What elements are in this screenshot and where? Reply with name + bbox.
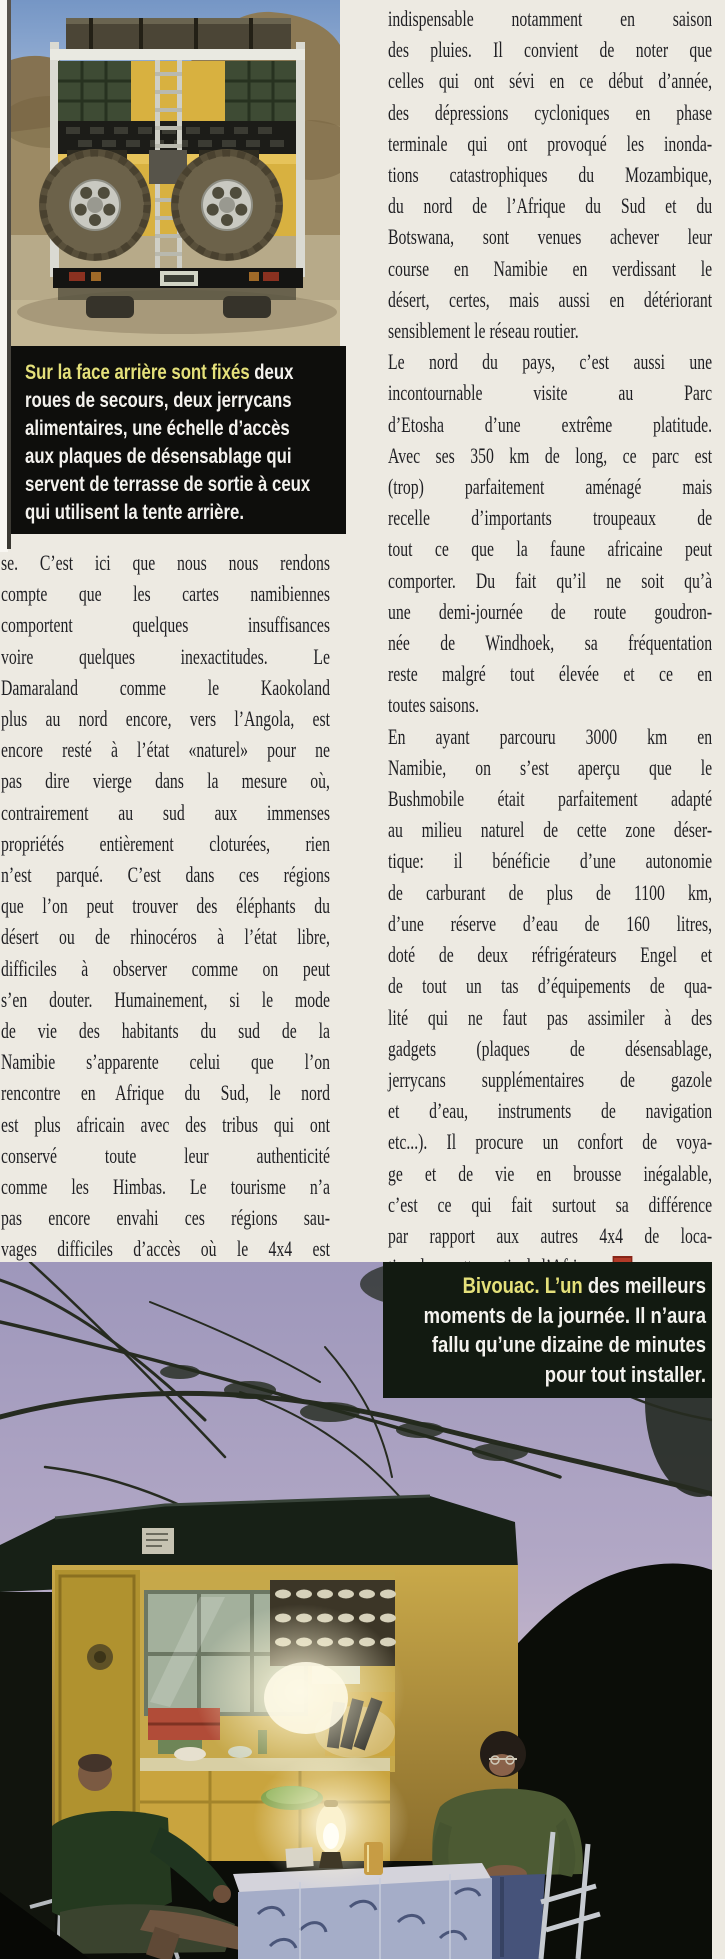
article-column-left [1, 547, 330, 1265]
article-text-line: née de Windhoek, sa fréquentation [388, 630, 713, 656]
article-text-line: propriétés entièrement cloturées, rien [1, 830, 330, 856]
caption-text: des meilleurs [587, 1273, 706, 1298]
article-text-line: du nord de l’Afrique du Sud et du [388, 193, 713, 219]
article-text-line: vages difficiles d’accès où le 4x4 est [1, 1236, 330, 1262]
article-text-line: compte que les cartes namibiennes [1, 581, 330, 607]
caption-highlight-text: Bivouac. L’un [462, 1273, 588, 1298]
article-text-line: Damaraland comme le Kaokoland [1, 674, 330, 700]
article-text-line: Bushmobile était parfaitement adapté [388, 786, 713, 812]
caption-line [378, 1330, 706, 1360]
article-text-line: tions catastrophiques du Mozambique, [388, 162, 713, 188]
article-text-line: s’en douter. Humainement, si le mode [1, 986, 330, 1012]
article-text-line: des pluies. Il convient de noter que [388, 37, 713, 63]
article-text-line: d’une réserve d’eau de 160 litres, [388, 910, 713, 936]
article-text-line: jerrycans supplémentaires de gazole [388, 1066, 713, 1092]
caption-text: roues de secours, deux jerrycans [25, 388, 292, 412]
caption-text: moments de la journée. Il n’aura [423, 1302, 706, 1328]
caption-line [25, 470, 337, 498]
caption-line [25, 442, 337, 470]
storage-box-left [58, 61, 131, 121]
article-text-line: tique: il bénéficie d’une autonomie [388, 848, 713, 874]
truck-rear-illustration [11, 0, 340, 346]
article-text-line: voire quelques inexactitudes. Le [1, 643, 330, 669]
article-text-line: Namibie, on s’est aperçu que le [388, 754, 713, 780]
article-text-line: sensiblement le réseau routier. [388, 318, 579, 344]
article-text-line: terminale qui ont provoqué les inonda- [388, 130, 713, 156]
article-text-line: ge et de vie en brousse inégalable, [388, 1160, 713, 1186]
caption-line [25, 386, 337, 414]
article-text-line: incontournable visite au Parc [388, 380, 713, 406]
storage-box-right [225, 61, 296, 121]
article-text-line: plus au nord encore, vers l’Angola, est [1, 706, 330, 732]
photo-caption-bottom [383, 1262, 712, 1398]
table-lantern [253, 1754, 409, 1890]
article-text-line: gadgets (plaques de désensablage, [388, 1035, 713, 1061]
photo-caption-top [11, 346, 346, 534]
article-text-line: comportent quelques insuffisances [1, 612, 330, 638]
article-text-line: des dépressions cycloniques en phase [388, 99, 713, 125]
article-text-line: comme les Himbas. Le tourisme n’a [1, 1174, 330, 1200]
article-text-line: rencontre en Afrique du Sud, le nord [1, 1080, 330, 1106]
spare-wheel-left [39, 149, 151, 261]
spare-wheel-right [171, 149, 283, 261]
caption-text: fallu qu’une dizaine de minutes [431, 1332, 706, 1357]
article-text-line: contrairement au sud aux immenses [1, 799, 330, 825]
caption-highlight-text: Sur la face arrière sont fixés [25, 360, 255, 384]
article-text-line: tout ce que la faune africaine peut [388, 536, 713, 562]
article-text-line: course en Namibie en verdissant le [388, 255, 713, 281]
article-text-line: désert ou de rhinocéros à l’état libre, [1, 924, 330, 950]
caption-text: alimentaires, une échelle d’accès [25, 416, 290, 440]
photo-caption-bottom-text [378, 1271, 706, 1389]
article-text-line: une demi-journée de route goudron- [388, 598, 713, 624]
article-text-line: c’est ce qui fait surtout sa différence [388, 1191, 713, 1217]
article-column-right [388, 3, 712, 1282]
photo-truck-rear [11, 0, 340, 346]
caption-line [25, 414, 337, 442]
article-text-line: conservé toute leur authenticité [1, 1142, 330, 1168]
article-text-line: que l’on peut trouver des éléphants du [1, 893, 330, 919]
caption-line [378, 1360, 706, 1390]
article-text-line: En ayant parcouru 3000 km en [388, 723, 713, 749]
article-text-line: au milieu naturel de cette zone déser- [388, 817, 713, 843]
article-text-line: encore resté à l’état «naturel» pour ne [1, 737, 330, 763]
article-text-line: lité qui ne faut pas assimiler à des [388, 1004, 713, 1030]
photo-caption-top-text [25, 358, 337, 526]
caption-text: aux plaques de désensablage qui [25, 444, 292, 468]
article-text-line: et d’eau, instruments de navigation [388, 1098, 713, 1124]
photo-bivouac [0, 1262, 712, 1959]
article-text-line: pas encore envahi ces régions sau- [1, 1205, 330, 1231]
article-text-line: (trop) parfaitement aménagé mais [388, 474, 713, 500]
caption-line [25, 498, 337, 526]
article-text-line: Avec ses 350 km de long, ce parc est [388, 442, 713, 468]
article-text-line: recelle d’importants troupeaux de [388, 505, 713, 531]
caption-text: deux [254, 360, 294, 384]
caption-text: qui utilisent la tente arrière. [25, 500, 245, 524]
article-text-line: difficiles à observer comme on peut [1, 955, 330, 981]
truck-rear [39, 18, 305, 318]
article-text-line: n’est parqué. C’est dans ces régions [1, 862, 330, 888]
article-text-line: pas dire vierge dans la mesure où, [1, 768, 330, 794]
article-text-line: Botswana, sont venues achever leur [388, 224, 713, 250]
article-text-line: doté de deux réfrigérateurs Engel et [388, 942, 713, 968]
article-text-line: se. C’est ici que nous nous rendons [1, 550, 330, 575]
drinking-glass [364, 1842, 383, 1875]
article-text-line: par rapport aux autres 4x4 de loca- [388, 1222, 713, 1248]
article-text-line: reste malgré tout élevée et ce en [388, 661, 713, 687]
article-text-line: est plus africain avec des tribus qui ont [1, 1111, 330, 1137]
article-text-line: toutes saisons. [388, 692, 480, 718]
article-text-line: indispensable notamment en saison [388, 6, 713, 31]
article-text-line: de carburant de plus de 1100 km, [388, 879, 713, 905]
article-text-line: comporter. Du fait qu’il ne soit qu’à [388, 567, 713, 593]
article-text-line: désert, certes, mais aussi en détériorant [388, 286, 713, 312]
article-text-line: de vie des habitants du sud de la [1, 1018, 330, 1044]
article-text-line: de tout un tas d’équipements de qua- [388, 973, 713, 999]
article-text-line: Namibie s’apparente celui que l’on [1, 1049, 330, 1075]
article-text-line: celles qui ont sévi en ce début d’année, [388, 68, 713, 94]
caption-text: pour tout installer. [544, 1361, 706, 1387]
caption-line [378, 1271, 706, 1301]
article-text-line: Le nord du pays, c’est aussi une [388, 349, 713, 375]
caption-line [378, 1301, 706, 1331]
article-text-line: etc...). Il procure un confort de voya- [388, 1129, 713, 1155]
caption-text: servent de terrasse de sortie à ceux [25, 472, 311, 496]
caption-line [25, 358, 337, 386]
article-text-line: d’Etosha d’une extrême platitude. [388, 411, 713, 437]
